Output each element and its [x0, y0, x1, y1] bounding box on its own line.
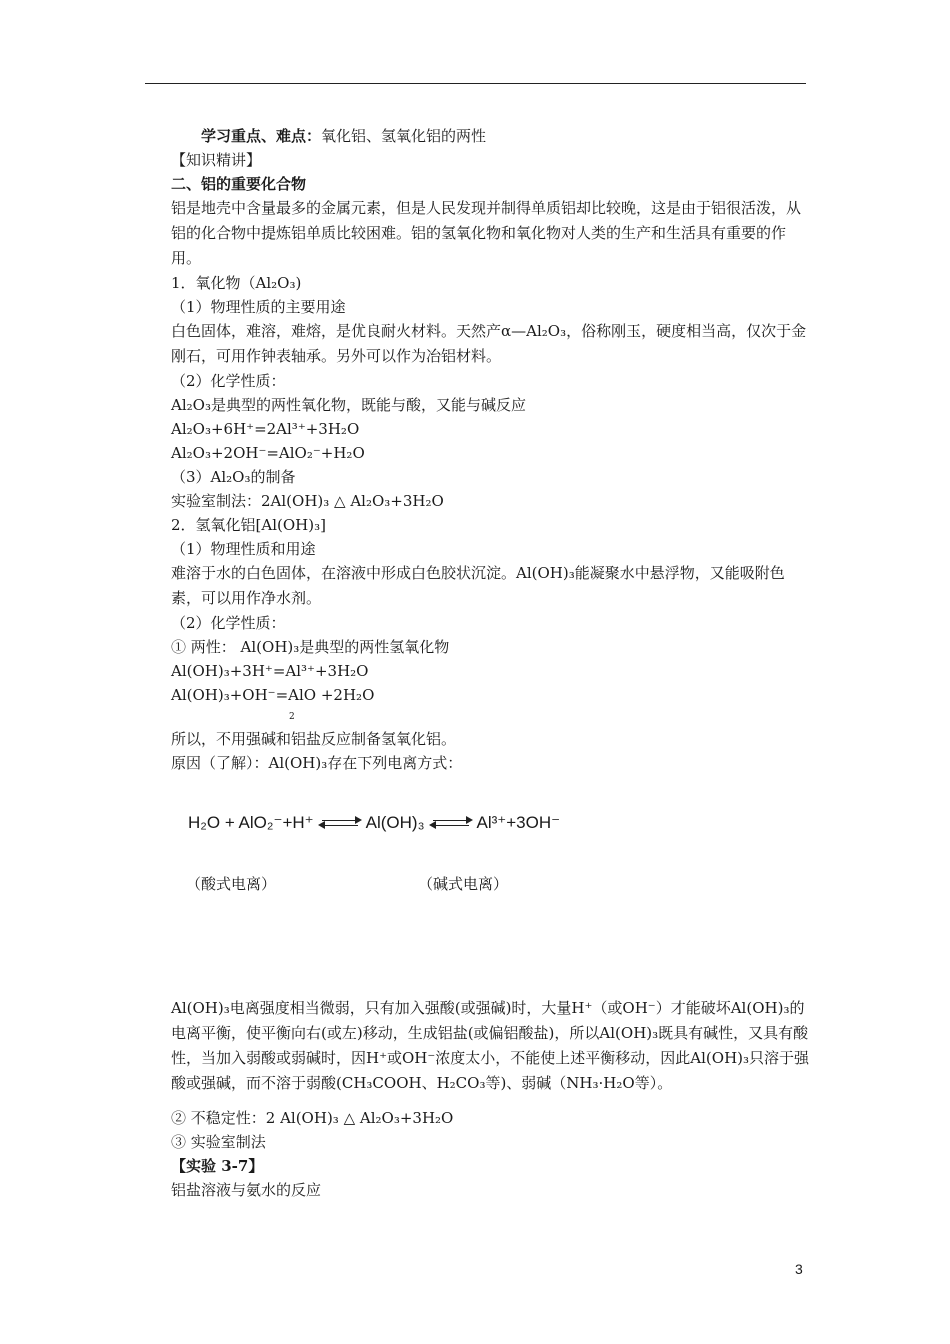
ionization-right: Al³⁺+3OH⁻	[476, 813, 561, 832]
section-knowledge: 【知识精讲】	[171, 151, 262, 169]
oxide-prep-text: 实验室制法：2Al(OH)₃ △ Al₂O₃+3H₂O	[171, 492, 444, 510]
lab-prep-line: ③ 实验室制法	[171, 1133, 266, 1151]
experiment-text: 铝盐溶液与氨水的反应	[171, 1181, 322, 1199]
equilibrium-arrows-icon	[431, 817, 471, 829]
experiment-title: 【实验 3-7】	[171, 1157, 264, 1175]
hydroxide-eq2: Al(OH)₃+OH⁻=AlO	[171, 686, 317, 704]
ionization-middle: Al(OH)₃	[365, 813, 425, 832]
section-title: 二、铝的重要化合物	[171, 175, 307, 193]
oxide-eq2: Al₂O₃+2OH⁻=AlO₂⁻+H₂O	[171, 444, 365, 462]
ionization-left: H₂O + AlO₂⁻+H⁺	[188, 813, 314, 832]
hydroxide-eq1: Al(OH)₃+3H⁺=Al³⁺+3H₂O	[171, 662, 369, 680]
base-ionization-label: （碱式电离）	[418, 875, 509, 893]
hydroxide-eq2-tail: +2H₂O	[316, 686, 375, 704]
intro-paragraph: 铝是地壳中含量最多的金属元素，但是人民发现并制得单质铝却比较晚，这是由于铝很活泼，从铝的化合物中提炼铝单质比较困难。铝的氢氧化物和氧化物对人类的生产和生活具有重要的作用。	[171, 199, 802, 267]
hydroxide-title: 2．氢氧化铝[Al(OH)₃]	[171, 516, 326, 534]
equilibrium-arrows-icon	[320, 817, 360, 829]
oxide-prep-title: （3）Al₂O₃的制备	[171, 468, 296, 486]
focus-line	[171, 124, 811, 148]
hydroxide-amph: ① 两性： Al(OH)₃是典型的两性氢氧化物	[171, 638, 450, 656]
explanation-paragraph: Al(OH)₃电离强度相当微弱，只有加入强酸(或强碱)时，大量H⁺（或OH⁻）才能破坏Al(OH)₃的电离平衡，使平衡向右(或左)移动，生成铝盐(或偏铝酸盐)，所以Al(OH)₃既具有碱性，又具有酸性，当加入弱酸或弱碱时，因H⁺或OH⁻浓度太小，不能使上述平衡移动，因此Al(OH)₃只溶于强酸或强碱，而不溶于弱酸(CH₃COOH、H₂CO₃等)、弱碱（NH₃·H₂O等）。	[171, 999, 810, 1092]
explanation-block	[171, 996, 811, 1202]
hydroxide-phys-text: 难溶于水的白色固体，在溶液中形成白色胶状沉淀。Al(OH)₃能凝聚水中悬浮物，又能吸附色素，可以用作净水剂。	[171, 564, 785, 607]
oxide-eq1: Al₂O₃+6H⁺=2Al³⁺+3H₂O	[171, 420, 360, 438]
hydroxide-chem-title: （2）化学性质：	[171, 614, 286, 632]
instability-line: ② 不稳定性：2 Al(OH)₃ △ Al₂O₃+3H₂O	[171, 1109, 454, 1127]
header-rule	[145, 83, 806, 84]
acid-ionization-label: （酸式电离）	[186, 875, 277, 893]
oxide-chem-title: （2）化学性质：	[171, 372, 286, 390]
hydroxide-reason: 原因（了解）：Al(OH)₃存在下列电离方式：	[171, 754, 463, 772]
document-body	[171, 124, 811, 775]
page-number: 3	[795, 1261, 803, 1277]
hydroxide-eq2-sub: 2	[289, 712, 295, 722]
oxide-title: 1．氧化物（Al₂O₃)	[171, 274, 302, 292]
ionization-equation	[188, 813, 560, 833]
oxide-phys-title: （1）物理性质的主要用途	[171, 298, 346, 316]
hydroxide-conclusion: 所以，不用强碱和铝盐反应制备氢氧化铝。	[171, 730, 457, 748]
focus-text: 氧化铝、氢氧化铝的两性	[321, 127, 487, 145]
hydroxide-phys-title: （1）物理性质和用途	[171, 540, 316, 558]
hydroxide-eq2-line	[171, 683, 811, 727]
oxide-phys-text: 白色固体，难溶，难熔，是优良耐火材料。天然产α—Al₂O₃，俗称刚玉，硬度相当高，仅次于金刚石，可用作钟表轴承。另外可以作为冶铝材料。	[171, 322, 807, 365]
oxide-chem-text: Al₂O₃是典型的两性氧化物，既能与酸，又能与碱反应	[171, 396, 526, 414]
focus-label: 学习重点、难点：	[201, 127, 322, 145]
